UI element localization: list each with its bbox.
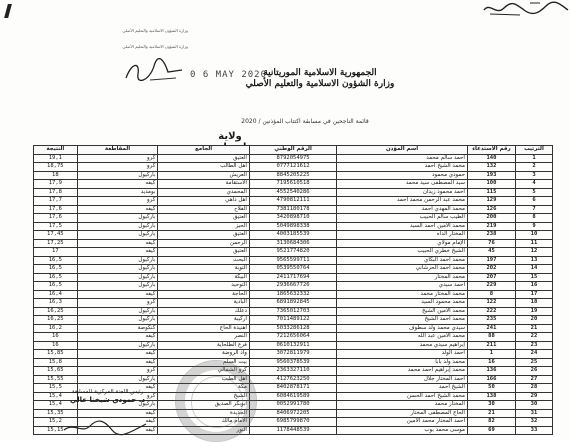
- table-cell: أهنيدة الحاج: [158, 324, 250, 333]
- table-cell: 9521774820: [249, 248, 336, 257]
- table-cell: 15,85: [34, 350, 78, 359]
- table-cell: فرع الطلحاية: [158, 341, 250, 350]
- table-cell: 31: [515, 409, 552, 418]
- table-row: [34, 222, 553, 231]
- table-cell: 238: [467, 231, 515, 240]
- table-cell: 2: [515, 163, 552, 172]
- table-cell: الشيخ: [158, 392, 250, 401]
- table-row: [34, 163, 553, 172]
- table-cell: واد الروضة: [158, 350, 250, 359]
- table-cell: أحمد محمود زيدان: [337, 188, 468, 197]
- table-cell: سيد المصطفى سيد محمد: [337, 180, 468, 189]
- table-cell: كيفه: [77, 333, 158, 342]
- table-cell: بومديد: [77, 188, 158, 197]
- table-cell: كرو: [77, 299, 158, 308]
- table-cell: كرو الشمالي: [158, 367, 250, 376]
- table-cell: التوحيد: [158, 282, 250, 291]
- table-cell: 5049898338: [249, 222, 336, 231]
- table-cell: 16,25: [34, 316, 78, 325]
- letterhead-line: وزارة الشؤون الاسلامية والتعليم الأصلي: [122, 28, 188, 33]
- table-cell: أحمد الولد: [337, 350, 468, 359]
- table-cell: النصر: [158, 333, 250, 342]
- table-cell: محمد المختار محمد: [337, 290, 468, 299]
- table-row: [34, 154, 553, 163]
- table-cell: مكة: [158, 384, 250, 393]
- table-row: [34, 171, 553, 180]
- table-cell: 17: [515, 290, 552, 299]
- table-row: [34, 205, 553, 214]
- table-row: [34, 409, 553, 418]
- table-cell: الفلاح: [158, 205, 250, 214]
- table-cell: كيفه: [77, 409, 158, 418]
- date-stamp: 0 6 MAY 2020: [190, 70, 268, 80]
- table-cell: 16,25: [34, 307, 78, 316]
- table-cell: أحمد سالم محمد: [337, 154, 468, 163]
- country-title: الجمهورية الاسلامية الموريتانية: [263, 68, 377, 78]
- ministry-title: وزارة الشؤون الاسلامية والتعليم الأصلي: [245, 79, 395, 89]
- table-cell: الحاج المصطفى المختار: [337, 409, 468, 418]
- table-cell: الإمام مولاي: [337, 239, 468, 248]
- table-cell: 6985799870: [249, 418, 336, 427]
- table-cell: 8406972205: [249, 409, 336, 418]
- table-cell: 20: [515, 316, 552, 325]
- table-cell: أحمد المختار محمد الأمين: [337, 418, 468, 427]
- table-cell: 16,5: [34, 282, 78, 291]
- table-cell: كرو: [77, 163, 158, 172]
- table-cell: كيفه: [77, 384, 158, 393]
- table-cell: 30: [515, 401, 552, 410]
- table-cell: محمد أحمد البكاي: [337, 256, 468, 265]
- table-cell: كرو: [77, 367, 158, 376]
- table-cell: 10: [515, 231, 552, 240]
- table-cell: كيفه: [77, 239, 158, 248]
- table-cell: 4: [515, 180, 552, 189]
- table-cell: كيفه: [77, 418, 158, 427]
- table-cell: 9565599711: [249, 256, 336, 265]
- table-cell: باركيول: [77, 222, 158, 231]
- table-cell: 17,5: [34, 222, 78, 231]
- table-cell: الاستقامة: [158, 180, 250, 189]
- table-row: [34, 375, 553, 384]
- table-cell: 76: [467, 239, 515, 248]
- ministry-letterhead-small: [78, 28, 188, 49]
- table-cell: 17,6: [34, 205, 78, 214]
- table-cell: إبراهيم سيدي محمد: [337, 341, 468, 350]
- table-cell: كرو: [77, 154, 158, 163]
- table-cell: حمودي محمود: [337, 171, 468, 180]
- table-cell: 29: [515, 392, 552, 401]
- table-cell: محمد محمود السيد: [337, 299, 468, 308]
- table-cell: 15,8: [34, 358, 78, 367]
- table-cell: كيفه: [77, 248, 158, 257]
- table-row: [34, 197, 553, 206]
- table-cell: 15: [515, 273, 552, 282]
- table-cell: البيكة: [158, 273, 250, 282]
- table-cell: 6084619589: [249, 392, 336, 401]
- table-cell: 7011489122: [249, 316, 336, 325]
- table-cell: باركيول: [77, 265, 158, 274]
- table-cell: محمد ولد بابا: [337, 358, 468, 367]
- table-row: [34, 367, 553, 376]
- table-cell: محمد الشيخ أحمد الحسن: [337, 392, 468, 401]
- table-row: [34, 290, 553, 299]
- table-cell: باركيول: [77, 171, 158, 180]
- table-cell: 1: [467, 350, 515, 359]
- table-cell: كيفه: [77, 350, 158, 359]
- table-cell: 16,2: [34, 324, 78, 333]
- table-cell: الحاجة: [158, 290, 250, 299]
- table-cell: 19: [515, 307, 552, 316]
- table-cell: الشيخ أحمد: [337, 384, 468, 393]
- table-cell: 18: [515, 299, 552, 308]
- table-cell: 21: [467, 409, 515, 418]
- table-row: [34, 324, 553, 333]
- table-cell: 129: [467, 197, 515, 206]
- table-row: [34, 231, 553, 240]
- table-cell: 138: [467, 392, 515, 401]
- table-row: [34, 341, 553, 350]
- table-cell: 30: [467, 401, 515, 410]
- table-cell: 14: [515, 265, 552, 274]
- table-cell: 0610132911: [249, 341, 336, 350]
- table-cell: موسى محمد بوب: [337, 426, 468, 435]
- table-cell: 132: [467, 163, 515, 172]
- table-cell: 126: [467, 205, 515, 214]
- table-cell: 8845205225: [249, 171, 336, 180]
- table-cell: 27: [515, 375, 552, 384]
- table-cell: بيت السلم: [158, 358, 250, 367]
- table-cell: 5033286128: [249, 324, 336, 333]
- table-row: [34, 265, 553, 274]
- table-cell: العتيق: [158, 214, 250, 223]
- table-row: [34, 307, 553, 316]
- table-cell: باركيول: [77, 316, 158, 325]
- table-cell: 4127623250: [249, 375, 336, 384]
- table-row: [34, 273, 553, 282]
- table-cell: 17,25: [34, 239, 78, 248]
- table-cell: التوبة: [158, 265, 250, 274]
- table-cell: 197: [467, 256, 515, 265]
- handwritten-signature: [60, 418, 150, 436]
- table-cell: 0777121612: [249, 163, 336, 172]
- table-cell: كيفه: [77, 180, 158, 189]
- table-cell: 15,35: [34, 409, 78, 418]
- table-cell: 211: [467, 341, 515, 350]
- table-cell: 3: [515, 171, 552, 180]
- table-cell: العتيق: [158, 154, 250, 163]
- table-cell: 202: [467, 265, 515, 274]
- table-cell: 16,4: [34, 290, 78, 299]
- table-cell: 8: [467, 290, 515, 299]
- table-cell: كيفه: [77, 358, 158, 367]
- table-cell: محمد أحمد الحرشاني: [337, 265, 468, 274]
- table-cell: النور: [158, 426, 250, 435]
- table-cell: 16,5: [34, 273, 78, 282]
- table-cell: 7365012703: [249, 307, 336, 316]
- table-cell: محمد الأمين أحمد السيد: [337, 222, 468, 231]
- table-cell: 3420898710: [249, 214, 336, 223]
- table-cell: 17,45: [34, 231, 78, 240]
- table-cell: 4790812111: [249, 197, 336, 206]
- table-cell: كرو: [77, 392, 158, 401]
- signatory-title: رئيس اللجنة المركزية للمسابقة: [71, 389, 144, 395]
- corner-mark: [4, 4, 12, 18]
- table-cell: 23: [515, 341, 552, 350]
- table-cell: 32: [515, 418, 552, 427]
- table-cell: محمد المهدي أحمد: [337, 205, 468, 214]
- table-cell: 1865632332: [249, 290, 336, 299]
- table-cell: أبوبكر الصديق: [158, 401, 250, 410]
- table-row: [34, 214, 553, 223]
- table-cell: 13: [515, 256, 552, 265]
- table-cell: أركيبة: [158, 316, 250, 325]
- table-cell: باركيول: [77, 282, 158, 291]
- table-cell: 4003185539: [249, 231, 336, 240]
- table-cell: البحث: [158, 256, 250, 265]
- table-cell: 229: [467, 282, 515, 291]
- table-cell: 22: [515, 333, 552, 342]
- table-cell: 15,5: [34, 384, 78, 393]
- table-cell: 3130684306: [249, 239, 336, 248]
- column-header: الرقم الوطني: [249, 146, 336, 155]
- table-cell: 12: [515, 248, 552, 257]
- table-cell: 3072811979: [249, 350, 336, 359]
- table-cell: كيفه: [77, 205, 158, 214]
- seal-inner-ring: [191, 376, 243, 428]
- table-cell: 15,15: [34, 426, 78, 435]
- table-cell: أحمد المختار جلال: [337, 375, 468, 384]
- table-cell: 17,8: [34, 188, 78, 197]
- table-cell: 235: [467, 316, 515, 325]
- table-cell: باركيول: [77, 401, 158, 410]
- table-cell: 15,4: [34, 392, 78, 401]
- table-cell: 7212656064: [249, 333, 336, 342]
- table-cell: العريش: [158, 171, 250, 180]
- table-cell: 18: [34, 171, 78, 180]
- table-cell: 16: [467, 358, 515, 367]
- column-header: الترتيب: [515, 146, 552, 155]
- table-cell: 1: [515, 154, 552, 163]
- table-cell: الامام مالك: [158, 418, 250, 427]
- table-cell: 193: [467, 171, 515, 180]
- table-cell: محمد عبد الرحمن محمد أحمد: [337, 197, 468, 206]
- table-cell: 28: [515, 384, 552, 393]
- table-cell: 207: [467, 273, 515, 282]
- table-cell: المختار الداه: [337, 231, 468, 240]
- table-cell: باركيول: [77, 214, 158, 223]
- table-row: [34, 358, 553, 367]
- table-cell: 25: [515, 358, 552, 367]
- column-header: المقاطعة: [77, 146, 158, 155]
- handwritten-signature: [120, 58, 200, 84]
- table-header-row: [34, 146, 553, 155]
- table-cell: دعلك: [158, 307, 250, 316]
- table-row: [34, 188, 553, 197]
- official-seal: [175, 360, 257, 442]
- table-cell: أهل الطالب: [158, 163, 250, 172]
- document-header: [220, 68, 420, 90]
- table-cell: سيدي محمد ولد سطوف: [337, 324, 468, 333]
- table-cell: محمد المختار: [337, 273, 468, 282]
- column-header: الجامع: [158, 146, 250, 155]
- table-cell: 45: [467, 248, 515, 257]
- table-cell: الجديدة: [158, 409, 250, 418]
- table-cell: محمد الأمين عبد الله: [337, 333, 468, 342]
- table-cell: 16,5: [34, 256, 78, 265]
- table-cell: 7195610518: [249, 180, 336, 189]
- table-cell: باركيول: [77, 231, 158, 240]
- table-cell: 21: [515, 324, 552, 333]
- region-title: ولاية: [218, 131, 242, 142]
- table-cell: 7: [515, 205, 552, 214]
- table-cell: العتيق: [158, 248, 250, 257]
- column-header: النتيجة: [34, 146, 78, 155]
- table-cell: 82: [467, 418, 515, 427]
- list-subtitle: قائمة الناجحين في مسابقة اكتتاب المؤذنين / 2020: [241, 118, 369, 125]
- table-cell: 11: [515, 239, 552, 248]
- table-cell: 219: [467, 222, 515, 231]
- table-cell: باركيول: [77, 341, 158, 350]
- table-cell: 24: [515, 350, 552, 359]
- table-cell: الشيخ خطري الحبيب: [337, 248, 468, 257]
- table-cell: الرحمن: [158, 239, 250, 248]
- table-row: [34, 248, 553, 257]
- table-cell: باركيول: [77, 273, 158, 282]
- table-cell: الطيب سالم الحبيب: [337, 214, 468, 223]
- signatory-name: د. حمودي شيخنا عالي: [69, 396, 146, 404]
- table-row: [34, 239, 553, 248]
- signature-block: [50, 388, 165, 404]
- table-cell: 222: [467, 307, 515, 316]
- table-cell: 69: [467, 426, 515, 435]
- table-cell: 16: [34, 333, 78, 342]
- table-cell: 9: [515, 222, 552, 231]
- table-cell: محمد إبراهيم أحمد محمد: [337, 367, 468, 376]
- table-cell: باركيول: [77, 307, 158, 316]
- table-cell: 8792054975: [249, 154, 336, 163]
- table-cell: 16: [34, 341, 78, 350]
- table-cell: أهل داهي: [158, 197, 250, 206]
- table-cell: 88: [467, 333, 515, 342]
- table-cell: 122: [467, 299, 515, 308]
- table-cell: 9560378539: [249, 358, 336, 367]
- table-cell: 18,75: [34, 163, 78, 172]
- table-cell: 1178448539: [249, 426, 336, 435]
- table-cell: 115: [467, 188, 515, 197]
- table-cell: العتيق: [158, 231, 250, 240]
- handwritten-signature: [480, 0, 570, 18]
- table-cell: 200: [467, 214, 515, 223]
- table-cell: 4552540286: [249, 188, 336, 197]
- table-cell: 17: [34, 248, 78, 257]
- table-cell: أهل الطيب: [158, 375, 250, 384]
- table-cell: 2411717694: [249, 273, 336, 282]
- table-cell: 16,3: [34, 299, 78, 308]
- table-cell: 16,5: [34, 265, 78, 274]
- table-cell: 26: [515, 367, 552, 376]
- table-cell: 140: [467, 154, 515, 163]
- table-cell: كيفه: [77, 290, 158, 299]
- table-cell: 33: [515, 426, 552, 435]
- table-row: [34, 316, 553, 325]
- table-cell: 100: [467, 180, 515, 189]
- table-cell: الحيز: [158, 222, 250, 231]
- table-cell: 241: [467, 324, 515, 333]
- table-cell: 7381180178: [249, 205, 336, 214]
- table-row: [34, 350, 553, 359]
- column-header: اسم المؤذن: [337, 146, 468, 155]
- table-cell: 166: [467, 375, 515, 384]
- table-row: [34, 299, 553, 308]
- table-cell: كنكوصة: [77, 324, 158, 333]
- table-cell: أحمد سيدي: [337, 282, 468, 291]
- table-cell: 16: [515, 282, 552, 291]
- table-cell: محمد أحمد الشيخ: [337, 316, 468, 325]
- table-cell: كيفه: [77, 426, 158, 435]
- table-cell: 15,2: [34, 418, 78, 427]
- table-cell: 0052991780: [249, 401, 336, 410]
- table-cell: 17,9: [34, 180, 78, 189]
- table-cell: 6: [515, 197, 552, 206]
- table-cell: 2363327110: [249, 367, 336, 376]
- table-row: [34, 256, 553, 265]
- table-cell: باركيول: [77, 375, 158, 384]
- table-cell: 136: [467, 367, 515, 376]
- table-cell: 15,55: [34, 375, 78, 384]
- table-cell: 6891892845: [249, 299, 336, 308]
- letterhead-line: وزارة الشؤون الاسلامية والتعليم الأصلي: [122, 43, 188, 49]
- table-cell: 8: [515, 214, 552, 223]
- table-cell: كرو: [77, 197, 158, 206]
- table-cell: محمد الشيخ أحمد: [337, 163, 468, 172]
- table-cell: 2936667726: [249, 282, 336, 291]
- table-cell: 19,1: [34, 154, 78, 163]
- table-row: [34, 333, 553, 342]
- table-cell: 50: [467, 384, 515, 393]
- table-cell: 0539550764: [249, 265, 336, 274]
- table-cell: محمد الأمين الشيخ: [337, 307, 468, 316]
- table-cell: المختار محمد: [337, 401, 468, 410]
- table-cell: 8402878171: [249, 384, 336, 393]
- table-cell: 15,4: [34, 401, 78, 410]
- table-cell: باركيول: [77, 256, 158, 265]
- table-row: [34, 180, 553, 189]
- table-cell: 17,7: [34, 197, 78, 206]
- table-cell: البادية: [158, 299, 250, 308]
- table-cell: 15,65: [34, 367, 78, 376]
- table-cell: 5: [515, 188, 552, 197]
- table-row: [34, 282, 553, 291]
- table-cell: المحمدي: [158, 188, 250, 197]
- column-header: رقم الاستدعاء: [467, 146, 515, 155]
- table-cell: 17,6: [34, 214, 78, 223]
